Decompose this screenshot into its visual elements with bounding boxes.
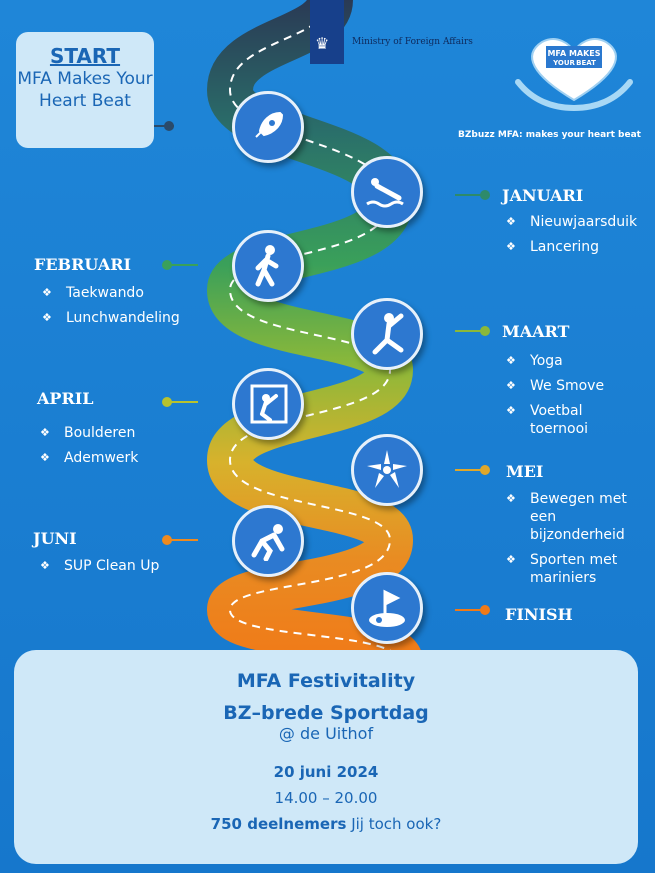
ministry-bar	[310, 0, 344, 64]
start-subtitle: MFA Makes Your Heart Beat	[17, 69, 153, 111]
event-title: MFA Festivitality	[236, 670, 416, 692]
crest-icon: ♛	[315, 34, 330, 53]
yoga-icon	[351, 298, 423, 370]
start-box	[16, 32, 154, 148]
list-item: ❖ Lancering	[504, 238, 654, 256]
event-subtitle: BZ–brede Sportdag	[223, 702, 429, 724]
februari-list	[40, 284, 210, 334]
event-time: 14.00 – 20.00	[274, 789, 378, 807]
list-item: ❖ Ademwerk	[38, 449, 198, 467]
list-item: ❖ Yoga	[504, 352, 614, 370]
januari-connector	[455, 194, 485, 196]
tagline: BZbuzz MFA: makes your heart beat	[458, 130, 641, 140]
event-date: 20 juni 2024	[273, 763, 379, 781]
heart-logo	[512, 30, 636, 112]
month-april: APRIL	[37, 389, 94, 408]
diver-icon	[351, 156, 423, 228]
event-location: @ de Uithof	[278, 724, 374, 743]
list-item: ❖ Bewegen met een bijzonderheid	[504, 490, 644, 544]
participants-count: 750 deelnemers	[210, 815, 347, 833]
januari-list	[504, 213, 654, 263]
list-item: ❖ Nieuwjaarsduik	[504, 213, 654, 231]
climber-icon	[232, 368, 304, 440]
event-info-box	[14, 650, 638, 864]
maart-connector	[455, 330, 485, 332]
ministry-label: Ministry of Foreign Affairs	[352, 37, 473, 47]
list-item: ❖ Sporten met mariniers	[504, 551, 644, 587]
start-dot	[164, 121, 174, 131]
logo-text-1: MFA MAKES	[547, 49, 601, 58]
logo-text-3: BEAT	[576, 59, 596, 67]
participants-question: Jij toch ook?	[346, 815, 442, 833]
walker-icon	[232, 230, 304, 302]
april-connector	[168, 401, 198, 403]
month-februari: FEBRUARI	[34, 255, 132, 274]
list-item: ❖ Boulderen	[38, 424, 198, 442]
mei-list	[504, 490, 644, 594]
golf-icon	[351, 572, 423, 644]
list-item: ❖ Voetbal toernooi	[504, 402, 614, 438]
list-item: ❖ We Smove	[504, 377, 614, 395]
list-item: ❖ SUP Clean Up	[38, 557, 208, 575]
maart-list	[504, 352, 614, 445]
event-participants	[14, 815, 638, 833]
finish-label: FINISH	[505, 605, 573, 624]
februari-connector	[168, 264, 198, 266]
april-list	[38, 424, 198, 474]
hands-icon	[351, 434, 423, 506]
juni-connector	[168, 539, 198, 541]
month-maart: MAART	[502, 322, 570, 341]
list-item: ❖ Lunchwandeling	[40, 309, 210, 327]
finish-connector	[455, 609, 485, 611]
start-title: START	[49, 44, 121, 68]
month-juni: JUNI	[33, 529, 77, 548]
mei-connector	[455, 469, 485, 471]
runner-icon	[232, 505, 304, 577]
list-item: ❖ Taekwando	[40, 284, 210, 302]
logo-text-2: YOUR	[553, 59, 575, 67]
juni-list	[38, 557, 208, 582]
month-januari: JANUARI	[502, 186, 584, 205]
rocket-icon	[232, 91, 304, 163]
month-mei: MEI	[506, 462, 544, 481]
